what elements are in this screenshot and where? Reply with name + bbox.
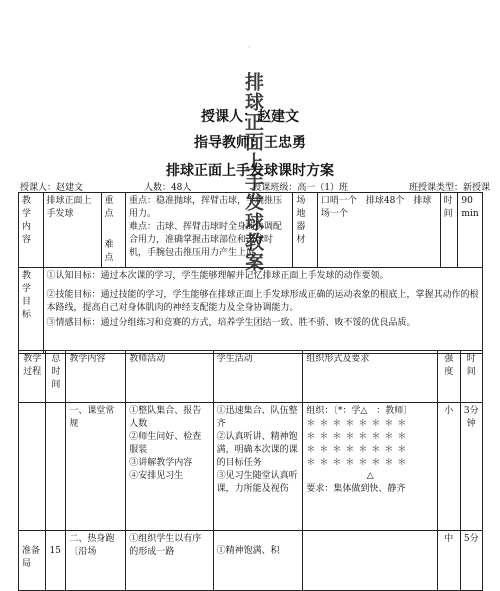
table-row xyxy=(19,403,483,531)
row2-time: 5分 xyxy=(460,531,483,591)
h-content: 教学内容 xyxy=(66,351,126,403)
h-student: 学生活动 xyxy=(213,351,303,403)
info-count: 人数：48人 xyxy=(143,183,192,193)
goal-1: ①认知目标：通过本次课的学习，学生能够理解并记忆排球正面上手发球的动作要领。 xyxy=(46,271,389,281)
segment-cell xyxy=(46,403,66,531)
org-legend: 组织：〔*：学△ ：教师〕 xyxy=(306,406,413,416)
info-teacher: 授课人：赵建文 xyxy=(20,183,84,193)
time-value: 90min xyxy=(458,193,483,268)
venue-label: 场地器材 xyxy=(293,193,318,268)
formation-row: ＊＊＊＊＊＊＊＊ xyxy=(306,432,411,442)
diff-label: 难点 xyxy=(104,240,114,263)
goals-label: 教学目标 xyxy=(19,268,44,354)
row1-time: 3分钟 xyxy=(460,403,483,531)
kp-label: 重点 xyxy=(104,196,114,219)
formation-row: ＊＊＊＊＊＊＊＊ xyxy=(306,458,411,468)
row1-teacher xyxy=(126,403,213,531)
plan-table xyxy=(18,192,483,354)
teacher-triangle: △ xyxy=(366,471,374,481)
venue-value: 口哨一个 排球48个 排球场一个 xyxy=(317,193,440,268)
teacher-line: 授课人：赵建文 xyxy=(201,109,299,125)
row1-content: 一、课堂常规 xyxy=(66,403,126,531)
teacher-step: ②师生问好、检查服装 xyxy=(129,432,202,455)
row1-student xyxy=(213,403,303,531)
student-step: ①迅速集合、队伍整齐 xyxy=(216,406,298,429)
keypoint-label xyxy=(101,193,126,268)
content-value: 排球正面上手发球 xyxy=(43,193,101,268)
difficulty-text: 难点：击球、挥臂击球时全身的协调配合用力，准确掌握击球部位和击球时机，手腕包击推压用力产生上旋 xyxy=(129,222,283,258)
keypoint-text: 重点：稳准抛球，挥臂击球，手腕推压用力。 xyxy=(129,196,283,219)
teacher-step: ③讲解教学内容 xyxy=(129,458,193,468)
info-lesson-type: 班授课类型：新授课 xyxy=(408,183,490,193)
h-time: 时间 xyxy=(460,351,483,403)
row2-segment: 15 xyxy=(46,531,66,591)
time-label: 时间 xyxy=(440,193,458,268)
h-intensity: 强度 xyxy=(438,351,460,403)
teacher-step: ④安排见习生 xyxy=(129,471,184,481)
row1-org xyxy=(303,403,438,531)
advisor-line: 指导教师：王忠勇 xyxy=(194,135,306,151)
org-requirement: 要求：集体做到快、静齐 xyxy=(306,484,406,494)
h-teacher: 教师活动 xyxy=(126,351,213,403)
row2-teacher: ①组织学生以有序的形成一路 xyxy=(126,531,213,591)
keypoint-cell xyxy=(126,193,293,268)
row2-student: ①精神饱满、积 xyxy=(213,531,303,591)
content-label: 教学内容 xyxy=(19,193,44,268)
goal-3: ③情感目标：通过分组练习和竞赛的方式，培养学生团结一致、胜不骄、败不馁的优良品质。 xyxy=(46,318,416,328)
goal-2: ②技能目标：通过技能的学习，学生能够在排球正面上手发球形成正确的运动表象的根底上，掌握其动作的根本路线，提高自己对身体肌肉的神经支配能力及全身协调能力。 xyxy=(46,290,479,313)
row2-content: 二、热身跑〔沿场 xyxy=(66,531,126,591)
student-step: ②认真听讲、精神饱满，明确本次课的课的目标任务 xyxy=(216,432,298,468)
h-process: 教学过程 xyxy=(19,351,46,403)
table-row xyxy=(19,531,483,591)
process-cell xyxy=(19,403,46,531)
student-step: ③见习生随堂认真听课，力所能及视伤 xyxy=(216,471,298,494)
page-dot: · xyxy=(248,43,251,52)
process-table xyxy=(18,350,483,591)
teacher-step: ①整队集合、报告人数 xyxy=(129,406,202,429)
goals-cell xyxy=(43,268,482,354)
formation-row: ＊＊＊＊＊＊＊＊ xyxy=(306,419,411,429)
info-grade: 授课班级：高一（1）班 xyxy=(252,183,349,193)
h-segment: 总时间 xyxy=(46,351,66,403)
h-org: 组织形式及要求 xyxy=(303,351,438,403)
row2-process: 准备局 xyxy=(19,531,46,591)
row2-org xyxy=(303,531,438,591)
row2-intensity: 中 xyxy=(438,531,460,591)
page-title: 排球正面上手发球课时方案 xyxy=(166,163,334,179)
row1-intensity: 小 xyxy=(438,403,460,531)
watermark: 排球正面上手发球教案 xyxy=(242,72,264,272)
formation-row: ＊＊＊＊＊＊＊＊ xyxy=(306,445,411,455)
